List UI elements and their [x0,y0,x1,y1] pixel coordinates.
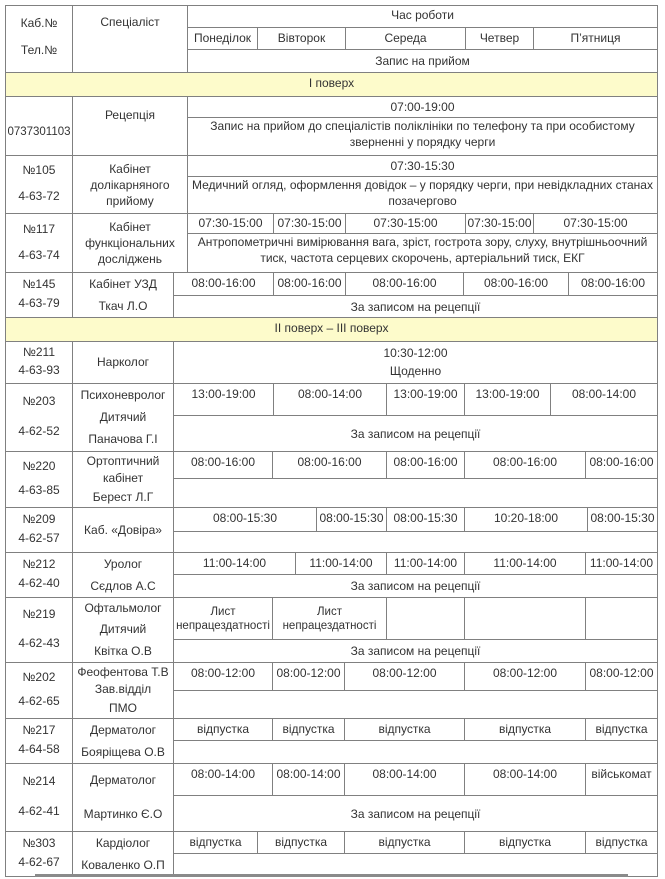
specialist-r145 [73,273,173,317]
hours-r212-day-2: 11:00-14:00 [309,556,373,570]
room-phone-r303-line: №303 [22,836,56,850]
schedule-r211-line: Щоденно [389,364,442,379]
hours-r214-day-2: 08:00-14:00 [276,767,341,781]
room-phone-r219-line: №219 [22,607,56,621]
phone-number: 0737301103 [7,126,71,138]
specialist-r209-line: Каб. «Довіра» [84,522,162,537]
note-r105: Медичний огляд, оформлення довідок – у порядку черги, при невідкладних станах позачергово [192,178,653,208]
column-border [5,317,6,342]
note-r117: Антропометричні вимірювання вага, зріст, гострота зору, слуху, внутрішньоочний тиск, частота серцевих скорочень, артеріальний тиск, ЕКГ [197,235,648,265]
specialist-r219-line: Дитячий [99,622,147,637]
hours-r209-day-4: 10:20-18:00 [493,511,559,525]
hours-r303-day-4: відпустка [498,835,552,849]
specialist-r219 [73,598,173,662]
hours-r145-day-4: 08:00-16:00 [483,276,549,290]
specialist-r303-line: Кардіолог [95,835,151,850]
hours-r145-day-5: 08:00-16:00 [580,276,646,290]
room-phone-r214-line: 4-62-41 [18,804,60,819]
hours-r219-day-3 [387,598,464,639]
room-phone-r217 [6,719,72,763]
hours-r212-day-1: 11:00-14:00 [202,556,267,570]
note-r145: За записом на рецепції [350,299,481,314]
hours-r217-day-1: відпустка [196,722,250,736]
room-phone-r211-line: 4-63-93 [18,362,60,377]
room-phone-r303-line: 4-62-67 [18,855,60,869]
room-phone-r303 [6,832,72,876]
hours-r214-day-4: 08:00-14:00 [492,767,558,781]
hours-r217-day-3: відпустка [378,722,431,736]
section-floor-2-3: ІІ поверх – ІІІ поверх [274,321,389,335]
hours-r212-day-4: 11:00-14:00 [493,556,557,570]
room-phone-r202-line: 4-62-65 [18,694,60,709]
specialist-r117: Кабінет функціональних досліджень [85,220,175,266]
specialist-r202-line: ПМО [109,701,137,715]
hours-r303-day-1: відпустка [189,835,242,849]
row-border [5,317,658,318]
specialist-r303 [73,832,173,876]
note-r202 [174,691,657,718]
room-phone-r220-line: 4-63-85 [18,483,60,498]
specialist-r202-line: Феофентова Т.В Зав.відділ [77,665,169,696]
room-phone-r202 [6,663,72,718]
hours-r214-day-1: 08:00-14:00 [190,767,256,781]
header-work-hours: Час роботи [391,8,454,22]
hours-r217-day-5: відпустка [595,722,648,736]
column-border [657,213,658,273]
column-border [657,317,658,342]
room-phone-r212 [6,553,72,597]
column-border [657,5,658,73]
section-floor-1: І поверх [308,76,355,90]
hours-r117-day-2: 07:30-15:00 [277,216,342,230]
hours-r117-day-4: 07:30-15:00 [467,216,532,230]
row-border [5,72,658,73]
specialist-r219-line: Офтальмолог [84,601,162,616]
hours-r220-day-3: 08:00-16:00 [393,455,458,469]
specialist-r211-line: Нарколог [97,355,149,369]
hours-r303-day-2: відпустка [274,835,328,849]
room-phone-r202-line: №202 [22,669,56,684]
hours-r303-day-3: відпустка [378,835,431,849]
room-phone-r145-line: №145 [22,277,56,291]
room-phone-r145-line: 4-63-79 [18,296,60,310]
schedule-r211-line: 10:30-12:00 [383,345,448,360]
note-reception: Запис на прийом до спеціалістів поліклініки по телефону та при особистому зверненні у порядку черги [210,119,635,149]
hours-r203-day-4: 13:00-19:00 [475,387,540,401]
specialist-r203-line: Паначова Г.І [88,432,158,447]
room-phone-r203 [6,384,72,451]
hours-r220-day-1: 08:00-16:00 [190,455,256,469]
hours-r145-day-2: 08:00-16:00 [277,276,342,290]
room-phone-r105-line: 4-63-72 [18,188,60,203]
hours-r117-day-5: 07:30-15:00 [563,216,628,230]
hours-r220-day-4: 08:00-16:00 [492,455,558,469]
header-day-3: Середа [384,31,427,45]
note-r214: За записом на рецепції [350,806,481,821]
specialist-r214-line: Мартинко Є.О [83,806,163,821]
room-phone-r209 [6,508,72,552]
room-phone-r219 [6,598,72,662]
header-day-2: Вівторок [277,31,326,45]
specialist-r145-line: Ткач Л.О [98,298,148,313]
hours-r214-day-5: військомат [591,767,652,781]
header-day-1: Понеділок [193,31,252,45]
hours-r105: 07:30-15:30 [390,158,455,173]
note-r209 [174,532,657,552]
specialist-r217 [73,719,173,763]
hours-r202-day-3: 08:00-12:00 [372,666,437,680]
specialist-r212-line: Сєдлов А.С [90,578,156,593]
specialist-r203-line: Психоневролог [80,387,166,402]
note-r203: За записом на рецепції [350,426,481,441]
hours-r220-day-5: 08:00-16:00 [589,455,654,469]
specialist-r145-line: Кабінет УЗД [89,276,157,291]
note-r219: За записом на рецепції [350,644,481,658]
room-phone-r214-line: №214 [22,773,56,788]
room-phone-r105-line: №105 [22,163,56,178]
header-day-4: Четвер [479,31,520,45]
header-day-5: П’ятниця [570,31,621,45]
specialist-r203 [73,384,173,451]
hours-r145-day-3: 08:00-16:00 [372,276,437,290]
note-r303 [174,854,657,876]
hours-r217-day-2: відпустка [282,722,335,736]
hours-r202-day-1: 08:00-12:00 [190,666,256,680]
specialist-r105: Кабінет долікарняного прийому [90,161,170,208]
room-phone-r117 [6,214,72,272]
hours-r202-day-5: 08:00-12:00 [589,666,654,680]
hours-r117-day-1: 07:30-15:00 [198,216,263,230]
specialist-r202 [73,663,173,718]
hours-r219-day-5 [586,598,657,639]
room-phone-r212-line: 4-62-40 [18,576,60,590]
hours-r212-day-5: 11:00-14:00 [589,556,654,570]
hours-r203-day-2: 08:00-14:00 [297,387,363,401]
column-border [657,552,658,598]
hours-r220-day-2: 08:00-16:00 [297,455,362,469]
hours-r117-day-3: 07:30-15:00 [373,216,438,230]
hours-r209-day-1: 08:00-15:30 [212,511,278,525]
room-phone-r214 [6,764,72,831]
hours-r203-day-5: 08:00-14:00 [571,387,637,401]
header-specialist: Спеціаліст [100,15,160,29]
hours-r145-day-1: 08:00-16:00 [191,276,256,290]
header-room-phone [6,6,72,72]
column-border [657,763,658,832]
hours-r212-day-3: 11:00-14:00 [393,556,458,570]
specialist-reception: Рецепція [104,108,156,122]
note-r217 [174,741,657,763]
specialist-r209 [73,508,173,552]
hours-r209-day-3: 08:00-15:30 [393,511,458,525]
header-appointment: Запис на прийом [375,53,470,68]
hours-r209-day-5: 08:00-15:30 [590,511,655,525]
note-r212: За записом на рецепції [350,579,481,593]
room-phone-r217-line: 4-64-58 [18,742,60,756]
hours-r214-day-3: 08:00-14:00 [372,767,437,781]
column-border [657,507,658,553]
specialist-r212 [73,553,173,597]
hours-r219-day-1: Лист непрацездатності [176,605,270,632]
room-phone-r211-line: №211 [22,345,55,360]
header-room-phone-line: Тел.№ [20,43,58,57]
specialist-r212-line: Уролог [103,556,143,571]
specialist-r219-line: Квітка О.В [94,643,152,658]
specialist-r214-line: Дерматолог [89,773,157,788]
column-border [657,383,658,452]
header-room-phone-line: Каб.№ [20,16,58,30]
specialist-r214 [73,764,173,831]
specialist-r220 [73,452,173,507]
bottom-bar [35,874,628,877]
specialist-r203-line: Дитячий [99,409,147,424]
hours-r202-day-4: 08:00-12:00 [492,666,558,680]
specialist-r220-line: Берест Л.Г [92,490,154,504]
room-phone-r220 [6,452,72,507]
hours-r219-day-2: Лист непрацездатності [282,605,377,632]
column-border [5,72,6,97]
room-phone-r212-line: №212 [22,557,56,571]
hours-r203-day-3: 13:00-19:00 [393,387,458,401]
schedule-r211 [174,342,657,383]
hours-r217-day-4: відпустка [498,722,552,736]
hours-r209-day-2: 08:00-15:30 [319,511,384,525]
hours-reception: 07:00-19:00 [390,99,455,114]
room-phone-r211 [6,342,72,383]
hours-r303-day-5: відпустка [595,835,648,849]
room-phone-r220-line: №220 [22,458,56,473]
column-border [657,451,658,508]
specialist-r217-line: Дерматолог [89,722,157,737]
room-phone-r117-line: 4-63-74 [18,247,60,262]
column-border [657,831,658,877]
specialist-r211 [73,342,173,383]
specialist-r217-line: Бояріщева О.В [81,744,165,759]
room-phone-r203-line: 4-62-52 [18,424,60,439]
specialist-r220-line: Ортоптичний кабінет [86,454,160,485]
column-border [657,718,658,764]
room-phone-r209-line: 4-62-57 [18,531,60,545]
hours-r219-day-4 [465,598,585,639]
room-phone-r219-line: 4-62-43 [18,636,60,650]
hours-r203-day-1: 13:00-19:00 [191,387,256,401]
specialist-r303-line: Коваленко О.П [81,857,165,872]
hours-r202-day-2: 08:00-12:00 [276,666,341,680]
column-border [657,96,658,156]
column-border [657,597,658,663]
room-phone-r203-line: №203 [22,393,56,408]
column-border [657,72,658,97]
column-border [657,341,658,384]
room-phone-r145 [6,273,72,317]
room-phone-r209-line: №209 [22,512,56,526]
column-border [657,155,658,214]
room-phone-r217-line: №217 [22,723,56,737]
room-phone-r117-line: №117 [22,221,55,236]
room-phone-r105 [6,156,72,213]
note-r220 [174,479,657,507]
